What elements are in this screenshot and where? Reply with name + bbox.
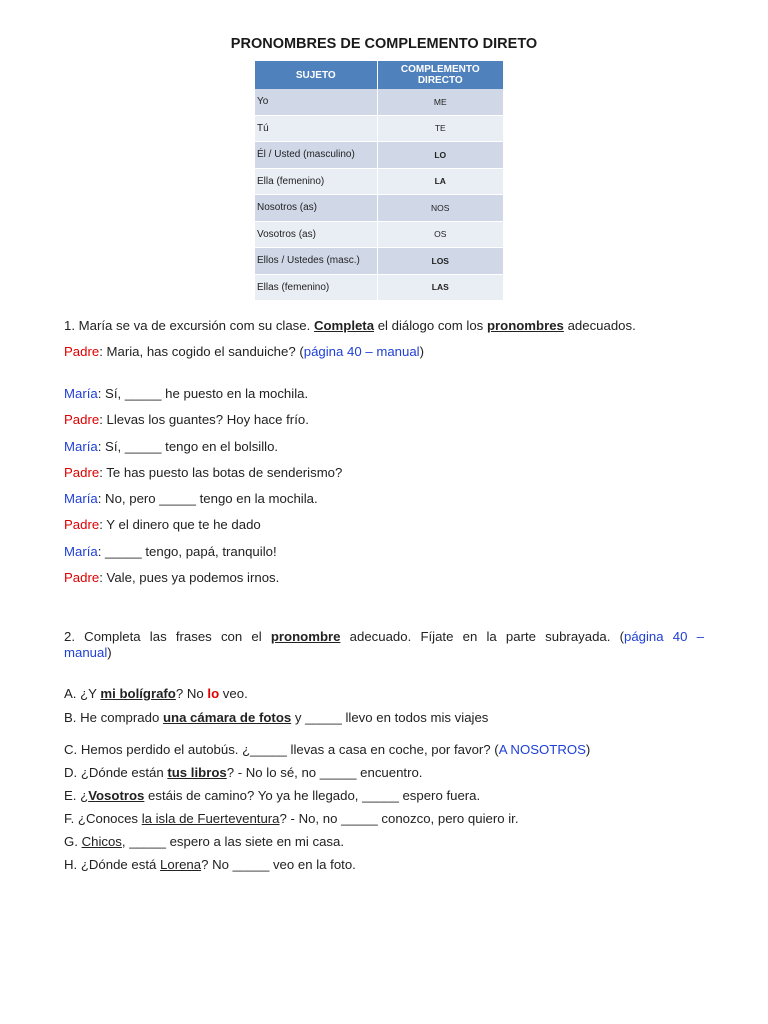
page-title: PRONOMBRES DE COMPLEMENTO DIRETO	[230, 36, 538, 52]
speaker-label: María	[64, 439, 98, 454]
sentence-g: G. Chicos, _____ espero a las siete en mi casa.	[64, 834, 345, 849]
subject-cell: Ella (femenino)	[255, 168, 377, 195]
dialogue-text: : _____ tengo, papá, tranquilo!	[97, 544, 277, 559]
sentence-c: C. Hemos perdido el autobús. ¿_____ llevas a casa en coche, por favor? (A NOSOTROS)	[64, 742, 591, 757]
pronoun-cell: LO	[377, 142, 503, 169]
table-row	[255, 274, 503, 301]
dialogue-text: : Te has puesto las botas de senderismo?	[99, 465, 343, 480]
table-row	[255, 221, 503, 248]
dialogue-line	[64, 386, 308, 401]
dialogue-text: : Llevas los guantes? Hoy hace frío.	[99, 412, 309, 427]
dialogue-line	[64, 570, 279, 585]
speaker-label: María	[64, 544, 98, 559]
speaker-label: María	[64, 491, 98, 506]
sentence-a: A. ¿Y mi bolígrafo? No lo veo.	[64, 686, 248, 701]
dialogue-line	[64, 465, 342, 480]
speaker-label: Padre	[64, 465, 100, 480]
pronoun-cell: OS	[377, 221, 503, 248]
table-row	[255, 248, 503, 275]
sentence-h: H. ¿Dónde está Lorena? No _____ veo en la foto.	[64, 857, 356, 872]
header-direct-complement: COMPLEMENTO DIRECTO	[377, 61, 503, 89]
subject-cell: Ellas (femenino)	[255, 274, 377, 301]
sentence-e: E. ¿Vosotros estáis de camino? Yo ya he llegado, _____ espero fuera.	[64, 788, 481, 803]
speaker-label: Padre	[64, 570, 100, 585]
dialogue-text: : Y el dinero que te he dado	[99, 517, 261, 532]
header-subject: SUJETO	[255, 61, 377, 89]
exercise-2-instruction: 2. Completa las frases con el pronombre adecuado. Fíjate en la parte subrayada. (página 40 –	[64, 629, 704, 644]
dialogue-text: : Vale, pues ya podemos irnos.	[99, 570, 280, 585]
dialogue-line	[64, 544, 277, 559]
subject-cell: Nosotros (as)	[255, 195, 377, 222]
pronoun-cell: LOS	[377, 248, 503, 275]
dialogue-line	[64, 517, 261, 532]
dialogue-text: : Sí, _____ he puesto en la mochila.	[97, 386, 309, 401]
dialogue-text: : Sí, _____ tengo en el bolsillo.	[97, 439, 279, 454]
pronoun-cell: TE	[377, 115, 503, 142]
subject-cell: Yo	[255, 89, 377, 115]
dialogue-line	[64, 439, 278, 454]
speaker-label: Padre	[64, 412, 100, 427]
pronoun-table	[255, 61, 503, 301]
speaker-label: Padre	[64, 517, 100, 532]
dialogue-text: : No, pero _____ tengo en la mochila.	[97, 491, 318, 506]
table-row	[255, 195, 503, 222]
dialogue-line	[64, 491, 318, 506]
exercise-2-instruction-cont: manual)	[64, 645, 112, 660]
table-row	[255, 142, 503, 169]
subject-cell: Vosotros (as)	[255, 221, 377, 248]
table-row	[255, 115, 503, 142]
dialogue-intro: Padre: Maria, has cogido el sanduiche? (página 40 – manual)	[64, 344, 424, 359]
subject-cell: Él / Usted (masculino)	[255, 142, 377, 169]
dialogue-line	[64, 412, 309, 427]
pronoun-cell: LAS	[377, 274, 503, 301]
pronoun-cell: ME	[377, 89, 503, 115]
exercise-1-instruction: 1. María se va de excursión com su clase. Completa el diálogo com los pronombres adecuados.	[64, 318, 636, 333]
sentence-d: D. ¿Dónde están tus libros? - No lo sé, no _____ encuentro.	[64, 765, 423, 780]
speaker-label: María	[64, 386, 98, 401]
pronoun-cell: NOS	[377, 195, 503, 222]
subject-cell: Tú	[255, 115, 377, 142]
subject-cell: Ellos / Ustedes (masc.)	[255, 248, 377, 275]
table-row	[255, 89, 503, 115]
pronoun-cell: LA	[377, 168, 503, 195]
sentence-b: B. He comprado una cámara de fotos y _____ llevo en todos mis viajes	[64, 710, 489, 725]
table-row	[255, 168, 503, 195]
sentence-f: F. ¿Conoces la isla de Fuerteventura? - No, no _____ conozco, pero quiero ir.	[64, 811, 519, 826]
